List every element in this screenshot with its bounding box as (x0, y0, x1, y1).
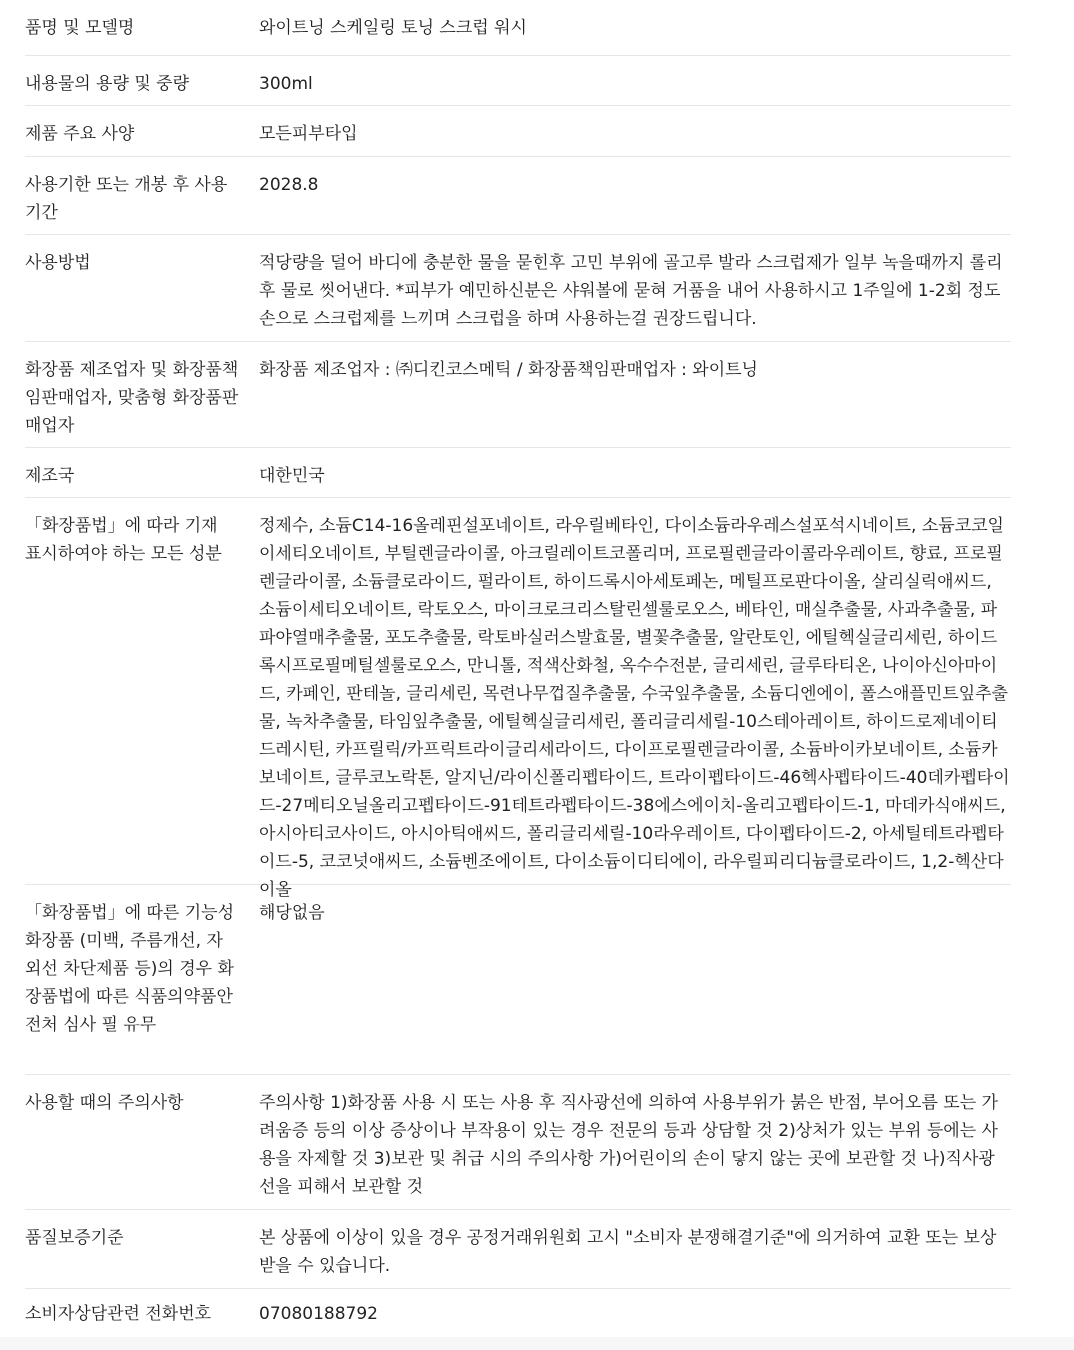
row-label: 사용할 때의 주의사항 (25, 1093, 184, 1113)
info-row-ingredients (25, 498, 1011, 900)
row-value: 해당없음 (259, 903, 325, 923)
row-value: 대한민국 (259, 466, 325, 486)
row-label: 사용방법 (25, 253, 91, 273)
info-row-precautions (25, 1075, 1011, 1210)
row-label: 제품 주요 사양 (25, 124, 135, 144)
info-row-quality (25, 1210, 1011, 1289)
info-row-usage (25, 235, 1011, 342)
info-row-volume (25, 56, 1011, 106)
row-value: 와이트닝 스케일링 토닝 스크럽 워시 (259, 18, 527, 38)
row-label: 화장품 제조업자 및 화장품책임판매업자, 맞춤형 화장품판매업자 (25, 360, 239, 436)
bottom-divider-strip (0, 1337, 1074, 1350)
row-value: 07080188792 (259, 1304, 378, 1324)
row-value: 화장품 제조업자 : ㈜디킨코스메틱 / 화장품책임판매업자 : 와이트닝 (259, 360, 758, 380)
row-value: 모든피부타입 (259, 124, 358, 144)
row-value: 정제수, 소듐C14-16올레핀설포네이트, 라우릴베타인, 다이소듐라우레스설포석시네이트, 소듐코코일이세티오네이트, 부틸렌글라이콜, 아크릴레이트코폴리머, 프로필렌글라이콜라우레이트, 향료, 프로필렌글라이콜, 소듐클로라이드, 펄라이트, 하이드록시아세토페논, 메틸프로판다이올, 살리실릭애씨드, 소듐이세티오네이트, 락토오스, 마이크로크리스탈린셀룰로오스, 베타인, 매실추출물, 사과추출물, 파파야열매추출물, 포도추출물, 락토바실러스발효물, 별꽃추출물, 알란토인, 에틸헥실글리세린, 하이드록시프로필메틸셀룰로오스, 만니톨, 적색산화철, 옥수수전분, 글리세린, 글루타티온, 나이아신아마이드, 카페인, 판테놀, 글리세린, 목련나무껍질추출물, 수국잎추출물, 소듐디엔에이, 폴스애플민트잎추출물, 녹차추출물, 타임잎추출물, 에틸헥실글리세린, 폴리글리세릴-10스테아레이트, 하이드로제네이티드레시틴, 카프릴릭/카프릭트라이글리세라이드, 다이프로필렌글라이콜, 소듐바이카보네이트, 소듐카보네이트, 글루코노락톤, 알지닌/라이신폴리펩타이드, 트라이펩타이드-46헥사펩타이드-40데카펩타이드-27메티오닐올리고펩타이드-91테트라펩타이드-38에스에이치-올리고펩타이드-1, 마데카식애씨드, 아시아티코사이드, 아시아틱애씨드, 폴리글리세릴-10라우레이트, 다이펩타이드-2, 아세틸테트라펩타이드-5, 코코넛애씨드, 소듐벤조에이트, 다이소듐이디티에이, 라우릴피리디늄클로라이드, 1,2-헥산다이올 (259, 516, 1010, 900)
row-label: 제조국 (25, 466, 75, 486)
info-row-expiry (25, 157, 1011, 235)
info-row-country (25, 448, 1011, 498)
row-label: 「화장품법」에 따라 기재 표시하여야 하는 모든 성분 (25, 516, 222, 564)
row-label: 내용물의 용량 및 중량 (25, 74, 190, 94)
info-row-specs (25, 106, 1011, 157)
info-row-product-name (25, 0, 1011, 56)
row-label: 「화장품법」에 따른 기능성 화장품 (미백, 주름개선, 자외선 차단제품 등)의 경우 화장품법에 따른 식품의약품안전처 심사 필 유무 (25, 903, 235, 1035)
info-row-phone (25, 1289, 1011, 1340)
row-value: 본 상품에 이상이 있을 경우 공정거래위원회 고시 "소비자 분쟁해결기준"에 의거하여 교환 또는 보상받을 수 있습니다. (259, 1228, 997, 1276)
row-label: 품질보증기준 (25, 1228, 124, 1248)
row-value: 주의사항 1)화장품 사용 시 또는 사용 후 직사광선에 의하여 사용부위가 붉은 반점, 부어오름 또는 가려움증 등의 이상 증상이나 부작용이 있는 경우 전문의 등과 상담할 것 2)상처가 있는 부위 등에는 사용을 자제할 것 3)보관 및 취급 시의 주의사항 가)어린이의 손이 닿지 않는 곳에 보관할 것 나)직사광선을 피해서 보관할 것 (259, 1093, 998, 1197)
row-value: 300ml (259, 74, 313, 94)
row-label: 사용기한 또는 개봉 후 사용 기간 (25, 175, 228, 223)
row-label: 품명 및 모델명 (25, 18, 135, 38)
row-value: 적당량을 덜어 바디에 충분한 물을 묻힌후 고민 부위에 골고루 발라 스크럽제가 일부 녹을때까지 롤리후 물로 씻어낸다. *피부가 예민하신분은 샤워볼에 묻혀 거품을 내어 사용하시고 1주일에 1-2회 정도 손으로 스크럽제를 느끼며 스크럽을 하며 사용하는걸 권장드립니다. (259, 253, 1003, 329)
row-value: 2028.8 (259, 175, 319, 195)
info-row-manufacturer (25, 342, 1011, 448)
info-row-functional (25, 885, 1011, 1075)
product-info-table (25, 0, 1011, 1340)
row-label: 소비자상담관련 전화번호 (25, 1304, 212, 1324)
